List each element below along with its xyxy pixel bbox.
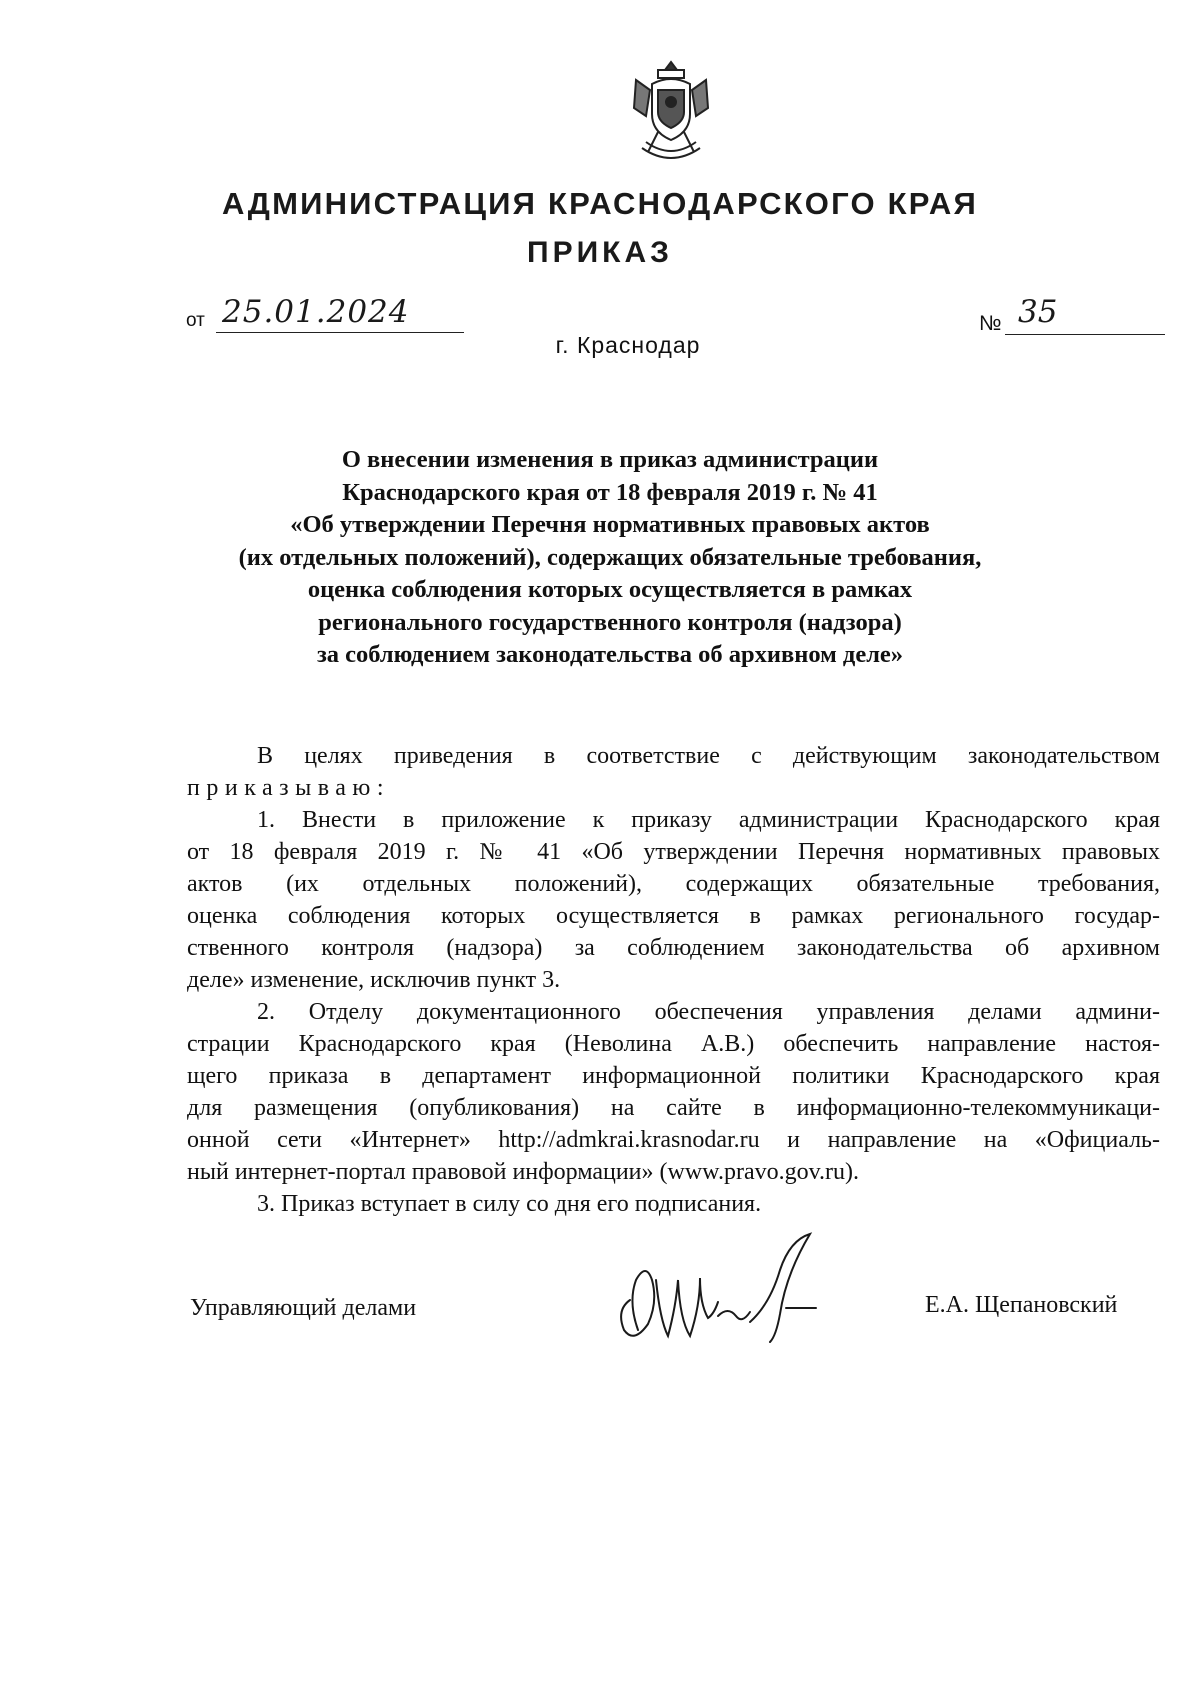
organization-title: АДМИНИСТРАЦИЯ КРАСНОДАРСКОГО КРАЯ bbox=[222, 186, 978, 221]
body-line: деле» изменение, исключив пункт 3. bbox=[187, 967, 561, 993]
subject-line: регионального государственного контроля (надзора) bbox=[318, 608, 902, 636]
body-line: ственного контроля (надзора) за соблюдением законодательства об архивном bbox=[187, 935, 1160, 961]
city: г. Краснодар bbox=[555, 332, 701, 358]
body-line: онной сети «Интернет» http://admkrai.krasnodar.ru и направление на «Официаль- bbox=[187, 1127, 1160, 1153]
body-line: 1. Внести в приложение к приказу администрации Краснодарского края bbox=[257, 807, 1160, 833]
date-label: от bbox=[186, 310, 205, 331]
body-line: В целях приведения в соответствие с действующим законодательством bbox=[257, 743, 1160, 769]
subject-line: «Об утверждении Перечня нормативных правовых актов bbox=[290, 511, 930, 538]
signatory-name: Е.А. Щепановский bbox=[925, 1292, 1118, 1318]
body-line: страции Краснодарского края (Неволина А.В.) обеспечить направление настоя- bbox=[187, 1031, 1160, 1057]
handwritten-signature bbox=[610, 1230, 910, 1360]
body-line: актов (их отдельных положений), содержащих обязательные требования, bbox=[187, 871, 1160, 897]
body-line-order-word: приказываю: bbox=[187, 775, 391, 801]
body-line: 2. Отделу документационного обеспечения управления делами админи- bbox=[257, 999, 1160, 1025]
document-subject bbox=[160, 444, 1060, 672]
subject-line: О внесении изменения в приказ администрации bbox=[341, 446, 879, 473]
subject-line: оценка соблюдения которых осуществляется в рамках bbox=[307, 576, 913, 603]
signatory-role: Управляющий делами bbox=[190, 1295, 417, 1321]
document-body bbox=[187, 740, 1160, 1220]
date-value: 25.01.2024 bbox=[222, 294, 410, 330]
body-line: ный интернет-портал правовой информации» (www.pravo.gov.ru). bbox=[187, 1159, 860, 1185]
number-value: 35 bbox=[1018, 294, 1058, 330]
subject-line: за соблюдением законодательства об архивном деле» bbox=[316, 641, 904, 668]
subject-line: (их отдельных положений), содержащих обязательные требования, bbox=[238, 543, 982, 571]
coat-of-arms-icon bbox=[628, 58, 714, 164]
document-type: ПРИКАЗ bbox=[527, 236, 673, 269]
subject-line: Краснодарского края от 18 февраля 2019 г. № 41 bbox=[342, 478, 878, 506]
number-label: № bbox=[979, 312, 1002, 335]
body-line: оценка соблюдения которых осуществляется в рамках регионального государ- bbox=[187, 903, 1160, 929]
body-line: для размещения (опубликования) на сайте в информационно-телекоммуникаци- bbox=[187, 1095, 1160, 1121]
body-line: от 18 февраля 2019 г. № 41 «Об утверждении Перечня нормативных правовых bbox=[187, 839, 1160, 865]
body-line: 3. Приказ вступает в силу со дня его подписания. bbox=[257, 1191, 762, 1217]
body-line: щего приказа в департамент информационной политики Краснодарского края bbox=[187, 1063, 1160, 1089]
